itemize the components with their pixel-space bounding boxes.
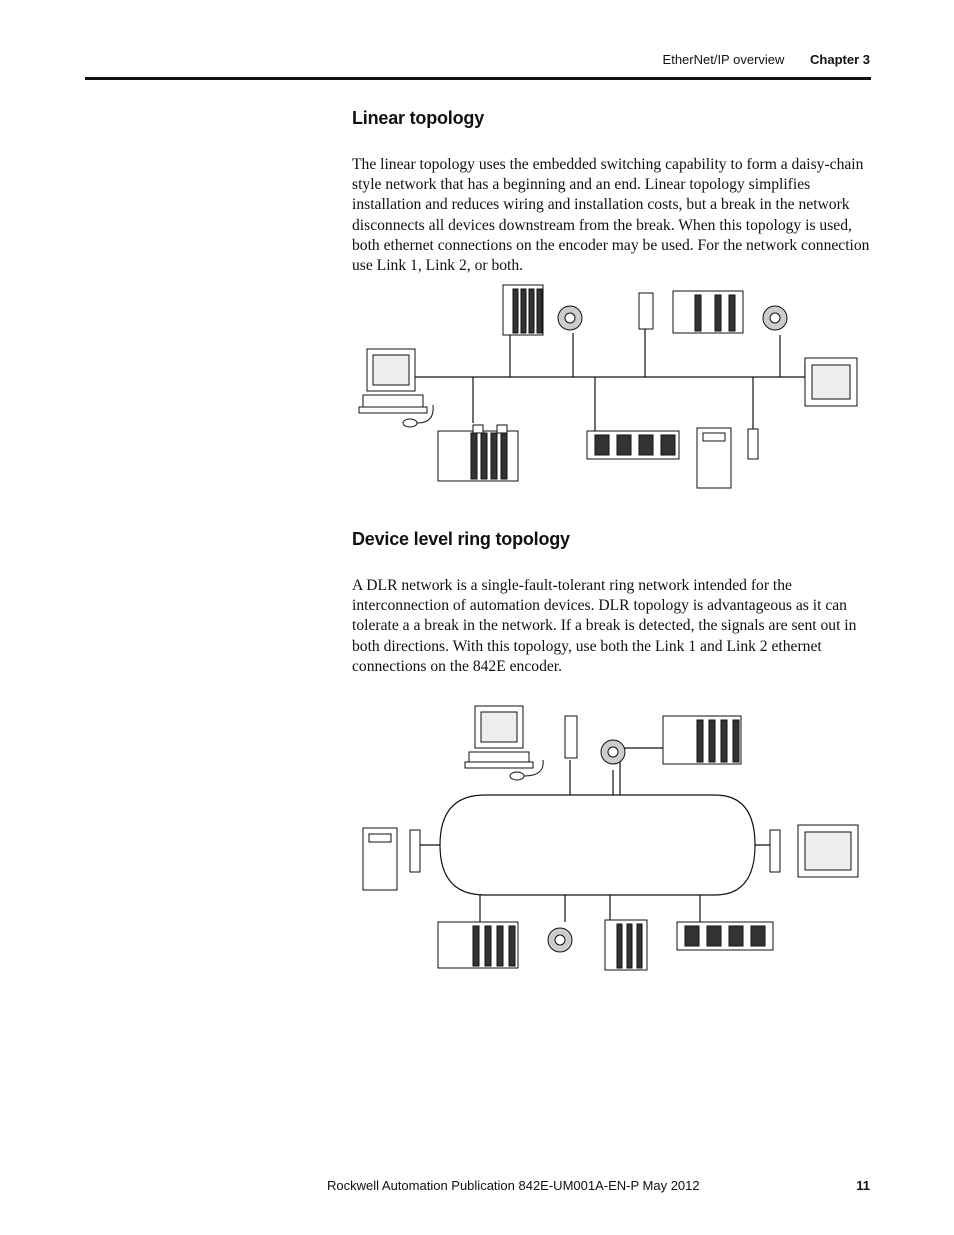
drive-icon bbox=[697, 428, 731, 488]
adapter-icon bbox=[565, 716, 577, 758]
header-rule bbox=[85, 77, 871, 80]
io-block-icon bbox=[587, 431, 679, 459]
drive-icon bbox=[363, 828, 397, 890]
controller-chassis-icon-2 bbox=[438, 922, 518, 968]
io-block-icon bbox=[677, 922, 773, 950]
ring-line bbox=[440, 795, 755, 895]
dlr-topology-diagram bbox=[355, 700, 875, 980]
header-section: EtherNet/IP overview bbox=[662, 52, 785, 67]
header-chapter: Chapter 3 bbox=[810, 52, 870, 67]
footer-publication: Rockwell Automation Publication 842E-UM001A-EN-P May 2012 bbox=[327, 1178, 700, 1193]
encoder-icon-2 bbox=[548, 928, 572, 952]
encoder-icon-2 bbox=[763, 306, 787, 330]
adapter-icon-left bbox=[410, 830, 420, 872]
computer-icon bbox=[465, 706, 543, 780]
io-module-icon bbox=[605, 920, 647, 970]
encoder-icon bbox=[558, 306, 582, 330]
page-number: 11 bbox=[856, 1178, 870, 1193]
computer-icon bbox=[359, 349, 433, 427]
adapter-icon bbox=[748, 429, 758, 459]
controller-chassis-icon bbox=[663, 716, 741, 764]
linear-topology-diagram bbox=[355, 283, 875, 493]
dlr-topology-paragraph: A DLR network is a single-fault-tolerant ring network intended for the interconnection of automation devices. DLR topology is advantageous as it can tolerate a a break in the network. If a break is detected, the signals are sent out in both directions. With this topology, use both the Link 1 and Link 2 ethernet connections on the 842E encoder. bbox=[352, 577, 857, 675]
adapter-rack-icon bbox=[639, 291, 743, 333]
hmi-panel-icon bbox=[805, 358, 857, 406]
running-header bbox=[663, 52, 870, 67]
linear-topology-paragraph: The linear topology uses the embedded switching capability to form a daisy-chain style network that has a beginning and an end. Linear topology simplifies installation and reduces wiring and installation costs, but a break in the network disconnects all devices downstream from the break. When this topology is used, both ethernet connections on the encoder may be used. For the network connection use Link 1, Link 2, or both. bbox=[352, 156, 870, 275]
dlr-topology-heading: Device level ring topology bbox=[352, 529, 570, 549]
controller-chassis-icon bbox=[438, 425, 518, 481]
io-module-icon bbox=[503, 285, 543, 335]
encoder-icon bbox=[601, 740, 625, 764]
adapter-icon-right bbox=[770, 830, 780, 872]
hmi-panel-icon bbox=[798, 825, 858, 877]
linear-topology-heading: Linear topology bbox=[352, 108, 485, 128]
